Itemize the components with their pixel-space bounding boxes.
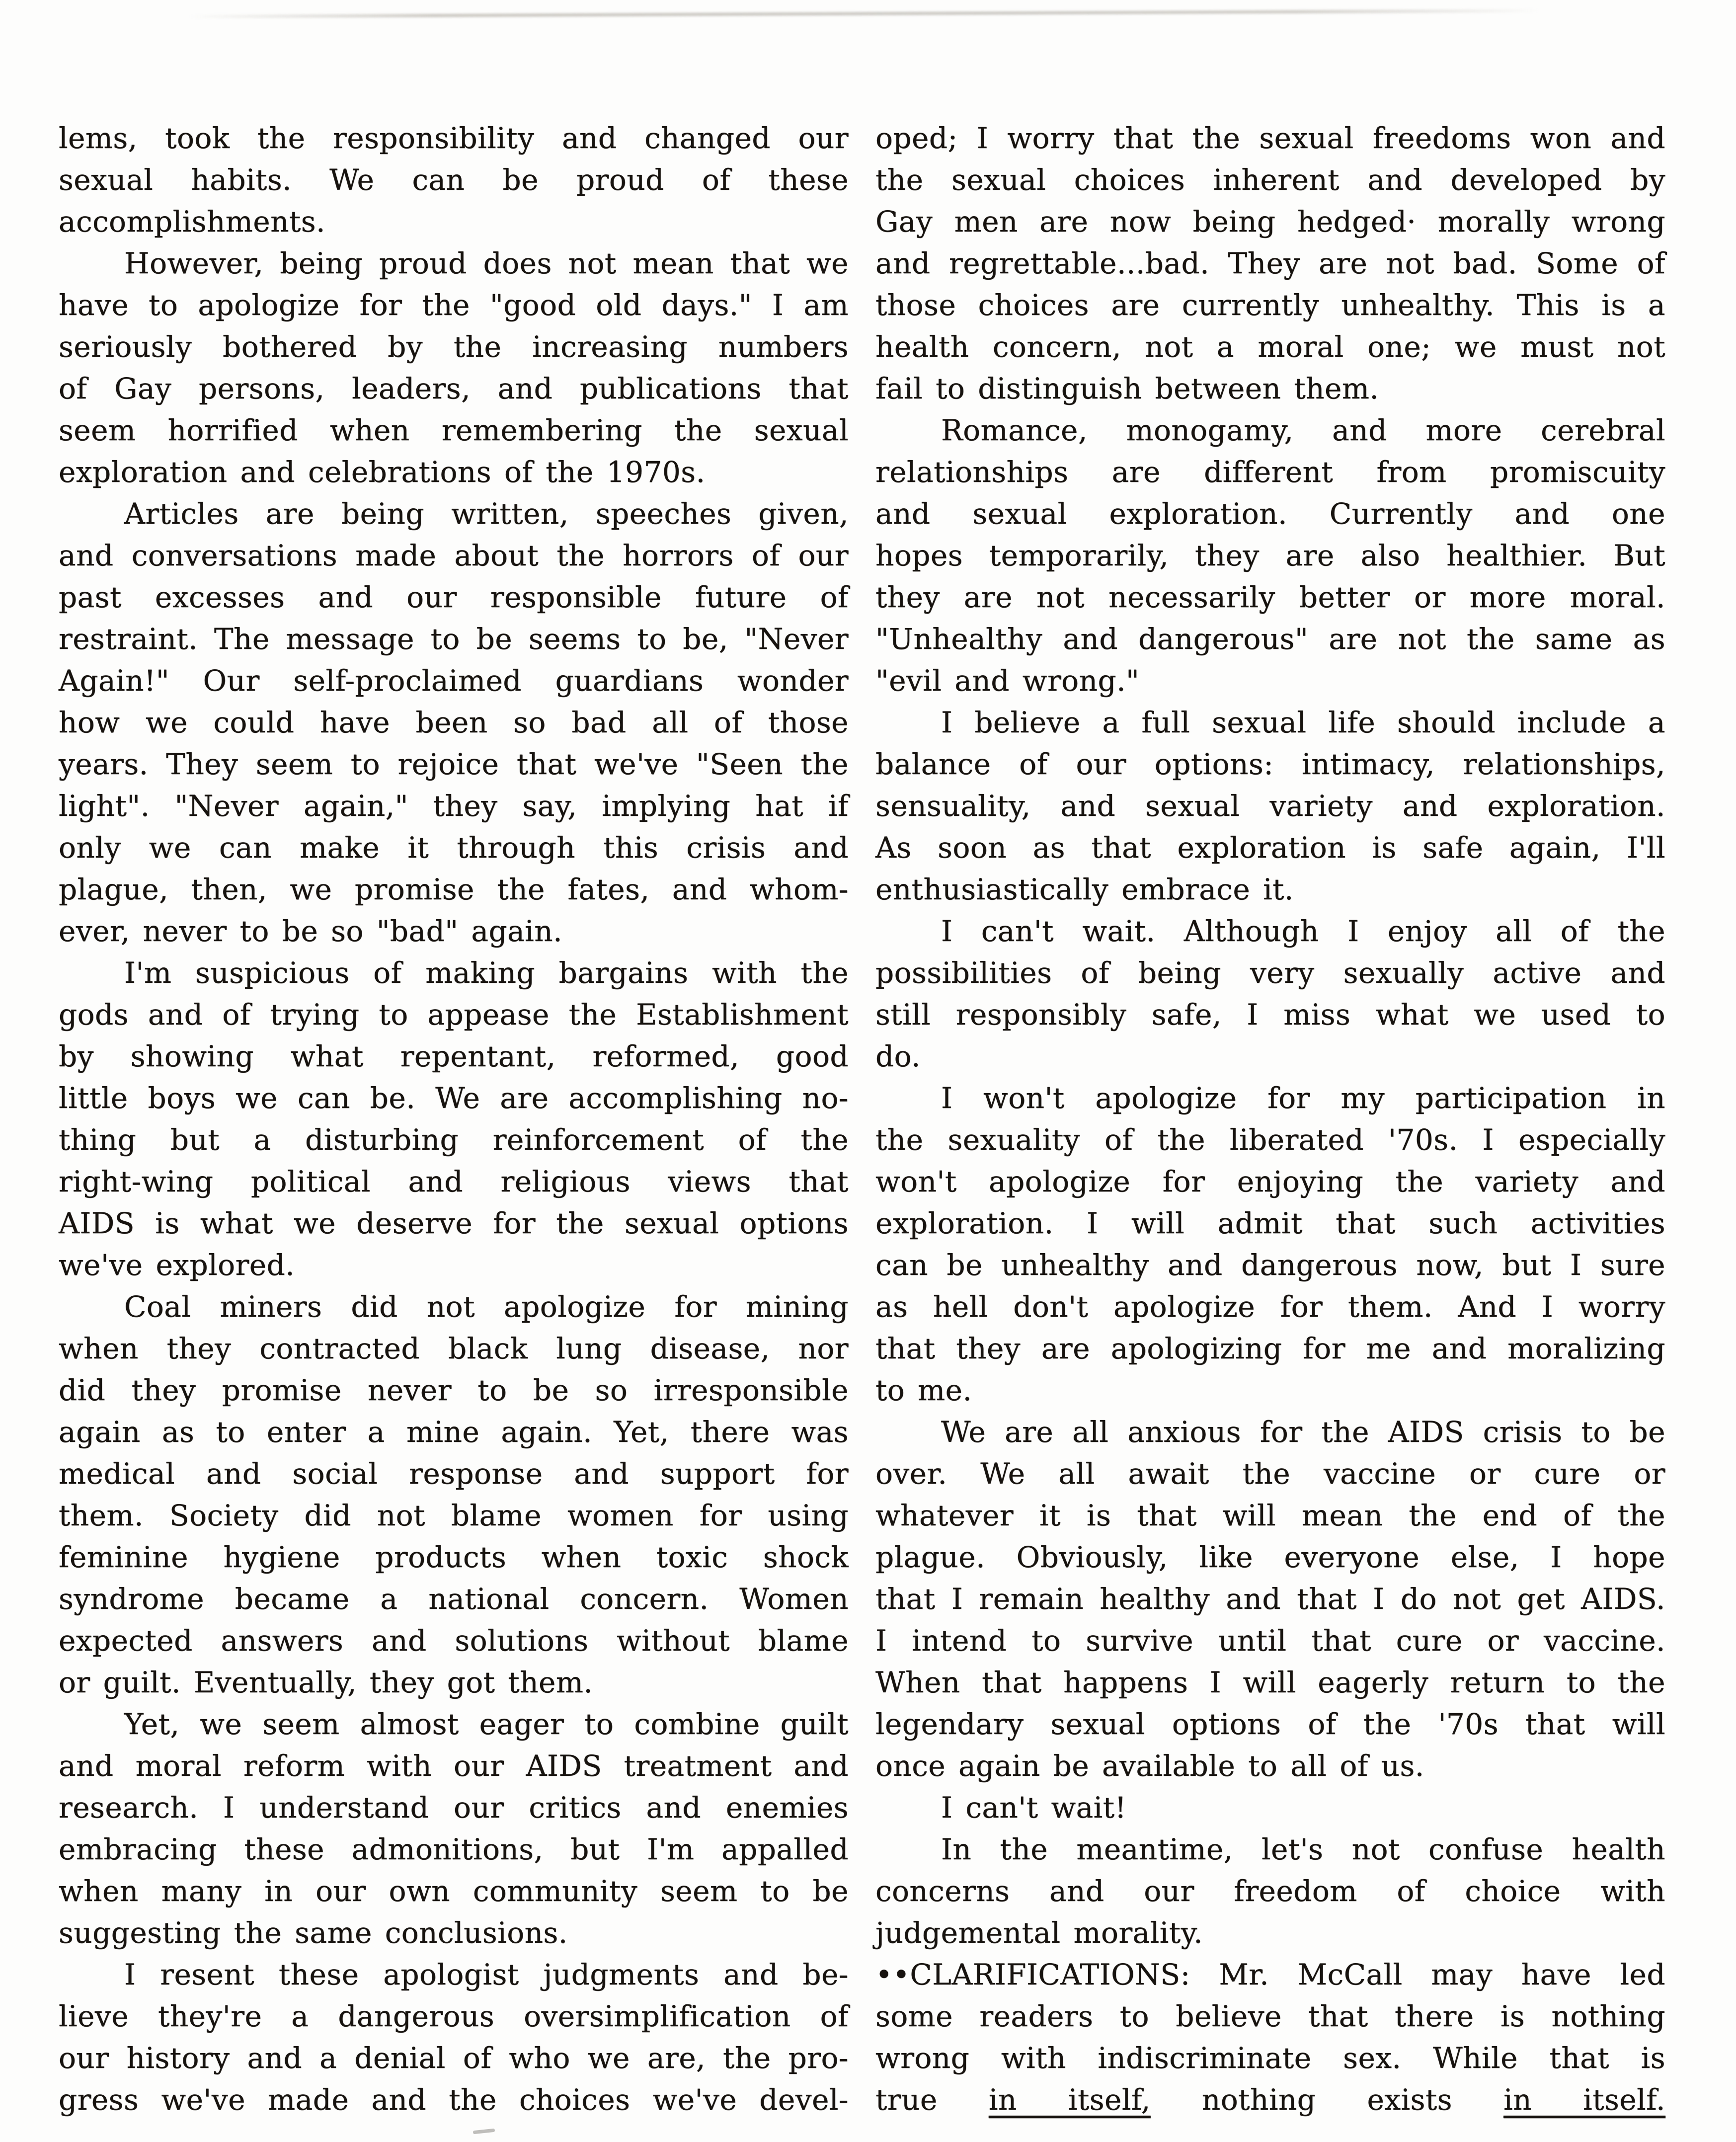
text-line: Romance, monogamy, and more cerebral [941, 413, 1665, 447]
text-line: oped; I worry that the sexual freedoms won and [875, 121, 1665, 155]
text-line: ever, never to be so "bad" again. [59, 914, 562, 948]
text-line: thing but a disturbing reinforcement of the [59, 1123, 849, 1157]
text-line: enthusiastically embrace it. [875, 873, 1294, 906]
text-segment: true [875, 2083, 989, 2117]
text-line: right-wing political and religious views that [59, 1165, 849, 1198]
text-line: can be unhealthy and dangerous now, but I sure [875, 1248, 1665, 1282]
text-line: ••CLARIFICATIONS: Mr. McCall may have led [875, 1958, 1665, 1991]
text-line: legendary sexual options of the '70s that will [875, 1707, 1665, 1741]
text-line: feminine hygiene products when toxic shock [59, 1540, 849, 1574]
text-line: those choices are currently unhealthy. This is a [875, 288, 1665, 322]
text-line: I believe a full sexual life should include a [941, 706, 1665, 739]
text-line: only we can make it through this crisis and [59, 831, 849, 865]
text-line: suggesting the same conclusions. [59, 1916, 568, 1950]
text-line: exploration and celebrations of the 1970s. [59, 455, 706, 489]
text-line: the sexuality of the liberated '70s. I especially [875, 1123, 1665, 1157]
text-line: and sexual exploration. Currently and one [875, 497, 1665, 531]
text-line: that they are apologizing for me and moralizing [875, 1332, 1665, 1365]
text-line: I intend to survive until that cure or vaccine. [875, 1624, 1665, 1658]
text-line: the sexual choices inherent and developed by [875, 163, 1665, 197]
text-line: wrong with indiscriminate sex. While that is [875, 2041, 1665, 2075]
text-line: Yet, we seem almost eager to combine guilt [124, 1707, 849, 1741]
text-line: light". "Never again," they say, implying hat if [59, 789, 849, 823]
text-line: sensuality, and sexual variety and exploration. [875, 789, 1665, 823]
text-line: I won't apologize for my participation in [941, 1081, 1665, 1115]
text-line: concerns and our freedom of choice with [875, 1874, 1665, 1908]
text-line: by showing what repentant, reformed, good [59, 1039, 849, 1073]
text-line: I resent these apologist judgments and be- [124, 1958, 849, 1991]
text-line: when many in our own community seem to be [59, 1874, 849, 1908]
text-line: In the meantime, let's not confuse health [941, 1832, 1665, 1866]
text-line: Gay men are now being hedged· morally wrong [875, 205, 1665, 238]
text-line: relationships are different from promiscuity [875, 455, 1665, 489]
text-line: As soon as that exploration is safe again, I'll [875, 831, 1665, 865]
text-line: medical and social response and support for [59, 1457, 849, 1491]
text-line: won't apologize for enjoying the variety and [875, 1165, 1665, 1198]
text-line: fail to distinguish between them. [875, 372, 1379, 405]
text-line: gress we've made and the choices we've devel- [59, 2083, 849, 2117]
text-line: embracing these admonitions, but I'm appalled [59, 1832, 849, 1866]
text-line: However, being proud does not mean that we [124, 246, 849, 280]
text-line: lieve they're a dangerous oversimplification of [59, 1999, 849, 2033]
text-line: plague, then, we promise the fates, and whom- [59, 873, 849, 906]
text-line: I can't wait! [941, 1791, 1127, 1825]
left-text-column [59, 117, 849, 2121]
text-segment: nothing exists [1150, 2083, 1504, 2117]
text-line: again as to enter a mine again. Yet, there was [59, 1415, 849, 1449]
text-line: seriously bothered by the increasing numbers [59, 330, 849, 364]
text-line: lems, took the responsibility and changed our [59, 121, 849, 155]
photocopy-streak-artifact [189, 9, 1540, 18]
text-line: have to apologize for the "good old days." I am [59, 288, 849, 322]
text-line: or guilt. Eventually, they got them. [59, 1666, 593, 1699]
text-line: they are not necessarily better or more moral. [875, 580, 1665, 614]
text-line: hopes temporarily, they are also healthier. But [875, 539, 1665, 572]
text-line: of Gay persons, leaders, and publications that [59, 372, 849, 405]
text-line: AIDS is what we deserve for the sexual options [59, 1206, 849, 1240]
text-line: balance of our options: intimacy, relationships, [875, 747, 1665, 781]
text-line: past excesses and our responsible future of [59, 580, 849, 614]
text-line: expected answers and solutions without blame [59, 1624, 849, 1658]
text-line: seem horrified when remembering the sexual [59, 413, 849, 447]
text-line: once again be available to all of us. [875, 1749, 1424, 1783]
text-line: as hell don't apologize for them. And I worry [875, 1290, 1665, 1324]
text-line: judgemental morality. [875, 1916, 1203, 1950]
text-line: "evil and wrong." [875, 664, 1140, 698]
text-line: our history and a denial of who we are, the pro- [59, 2041, 849, 2075]
text-line: sexual habits. We can be proud of these [59, 163, 849, 197]
text-line: how we could have been so bad all of those [59, 706, 849, 739]
text-line: "Unhealthy and dangerous" are not the same as [875, 622, 1665, 656]
text-line: over. We all await the vaccine or cure or [875, 1457, 1665, 1491]
text-line: exploration. I will admit that such activities [875, 1206, 1665, 1240]
text-line: We are all anxious for the AIDS crisis to be [941, 1415, 1665, 1449]
text-line: do. [875, 1039, 921, 1073]
underlined-phrase: in itself. [1503, 2083, 1665, 2117]
text-line: I'm suspicious of making bargains with the [124, 956, 849, 990]
text-line [875, 2079, 1665, 2121]
text-line: health concern, not a moral one; we must not [875, 330, 1665, 364]
text-line: Again!" Our self-proclaimed guardians wonder [59, 664, 849, 698]
text-line: research. I understand our critics and enemies [59, 1791, 849, 1825]
text-line: possibilities of being very sexually active and [875, 956, 1665, 990]
text-line: Coal miners did not apologize for mining [124, 1290, 849, 1324]
text-line: and moral reform with our AIDS treatment and [59, 1749, 849, 1783]
text-line: whatever it is that will mean the end of the [875, 1499, 1665, 1532]
text-line: little boys we can be. We are accomplishing no- [59, 1081, 849, 1115]
text-line: syndrome became a national concern. Women [59, 1582, 849, 1616]
text-line: and conversations made about the horrors of our [59, 539, 849, 572]
text-line: when they contracted black lung disease, nor [59, 1332, 849, 1365]
text-line: When that happens I will eagerly return to the [875, 1666, 1665, 1699]
text-line: accomplishments. [59, 205, 325, 238]
text-line: some readers to believe that there is nothing [875, 1999, 1665, 2033]
text-line: that I remain healthy and that I do not get AIDS. [875, 1582, 1665, 1616]
ink-speck-artifact [473, 2129, 495, 2135]
text-line: still responsibly safe, I miss what we used to [875, 998, 1665, 1031]
text-line: and regrettable...bad. They are not bad. Some of [875, 246, 1665, 280]
underlined-phrase: in itself, [988, 2083, 1151, 2117]
text-line: gods and of trying to appease the Establishment [59, 998, 849, 1031]
text-line: Articles are being written, speeches given, [124, 497, 849, 531]
text-line: plague. Obviously, like everyone else, I hope [875, 1540, 1665, 1574]
text-line: them. Society did not blame women for using [59, 1499, 849, 1532]
text-line: we've explored. [59, 1248, 295, 1282]
text-line: did they promise never to be so irresponsible [59, 1373, 849, 1407]
right-text-column [875, 117, 1665, 2121]
text-line: restraint. The message to be seems to be, "Never [59, 622, 849, 656]
text-line: to me. [875, 1373, 972, 1407]
text-line: I can't wait. Although I enjoy all of the [941, 914, 1665, 948]
text-line: years. They seem to rejoice that we've "Seen the [59, 747, 849, 781]
